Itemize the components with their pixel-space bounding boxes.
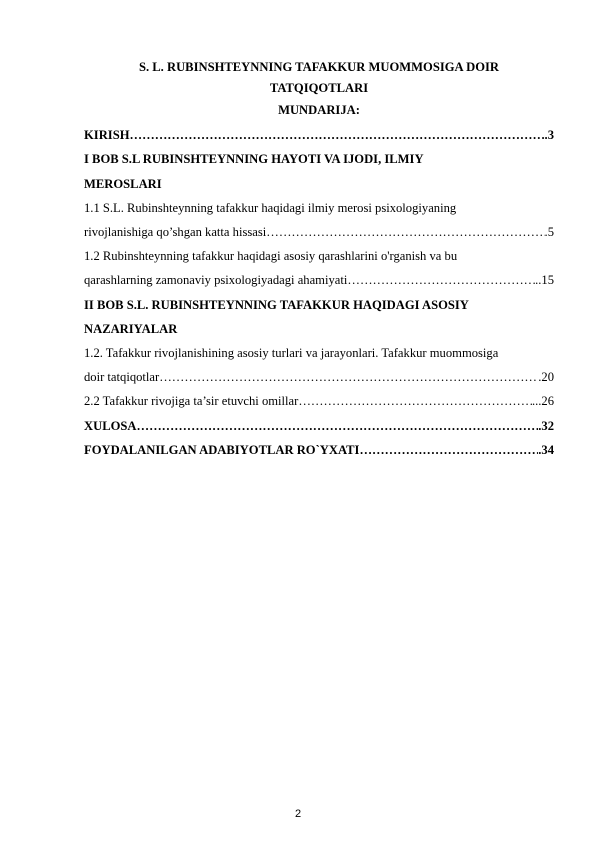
- toc-leader-dots: [136, 418, 538, 434]
- toc-entry-kirish: [84, 127, 554, 143]
- toc-entry-s21-line1: 1.2. Tafakkur rivojlanishining asosiy turlari va jarayonlari. Tafakkur muommosiga: [84, 346, 499, 360]
- toc-entry-s12-line2: [84, 272, 554, 288]
- toc-page-number: .34: [538, 443, 554, 457]
- toc-page-number: .3: [544, 128, 554, 142]
- toc-page-number: .32: [538, 419, 554, 433]
- toc-entry-text: XULOSA: [84, 419, 137, 433]
- toc-entry-bob1-line2: MEROSLARI: [84, 177, 162, 191]
- toc-leader-dots: [347, 272, 535, 288]
- toc-leader-dots: [130, 127, 545, 143]
- toc-entry-text: doir tatqiqotlar: [84, 370, 160, 384]
- toc-entry-xulosa: [84, 418, 554, 434]
- toc-entry-text: 2.2 Tafakkur rivojiga ta’sir etuvchi omillar: [84, 394, 299, 408]
- toc-leader-dots: [159, 369, 538, 385]
- toc-entry-bob2-line2: NAZARIYALAR: [84, 322, 178, 336]
- title-line-1: S. L. RUBINSHTEYNNING TAFAKKUR MUOMMOSIGA DOIR: [138, 60, 499, 74]
- toc-leader-dots: [359, 442, 538, 458]
- contents-heading: MUNDARIJA:: [278, 103, 360, 117]
- toc-leader-dots: [298, 393, 532, 409]
- page-number: 2: [294, 808, 302, 820]
- toc-entry-adabiyotlar: [84, 442, 554, 458]
- toc-entry-text: qarashlarning zamonaviy psixologiyadagi ahamiyati: [84, 273, 348, 287]
- title-line-2: TATQIQOTLARI: [269, 81, 369, 95]
- toc-page-number: .5: [544, 225, 554, 239]
- toc-entry-text: rivojlanishiga qo’shgan katta hissasi: [84, 225, 267, 239]
- toc-page-number: ...26: [531, 394, 554, 408]
- toc-page-number: .20: [538, 370, 554, 384]
- toc-entry-s11-line1: 1.1 S.L. Rubinshteynning tafakkur haqidagi ilmiy merosi psixologiyaning: [84, 201, 457, 215]
- toc-entry-s11-line2: [84, 224, 554, 240]
- toc-entry-s21-line2: [84, 369, 554, 385]
- toc-entry-bob2-line1: II BOB S.L. RUBINSHTEYNNING TAFAKKUR HAQIDAGI ASOSIY: [84, 298, 469, 312]
- toc-entry-text: FOYDALANILGAN ADABIYOTLAR RO`YXATI: [84, 443, 360, 457]
- toc-page-number: ..15: [535, 273, 554, 287]
- toc-entry-s12-line1: 1.2 Rubinshteynning tafakkur haqidagi asosiy qarashlarini o'rganish va bu: [84, 249, 458, 263]
- toc-entry-bob1-line1: I BOB S.L RUBINSHTEYNNING HAYOTI VA IJODI, ILMIY: [84, 152, 424, 166]
- toc-leader-dots: [266, 224, 544, 240]
- toc-entry-text: KIRISH: [84, 128, 130, 142]
- toc-entry-s22: [84, 393, 554, 409]
